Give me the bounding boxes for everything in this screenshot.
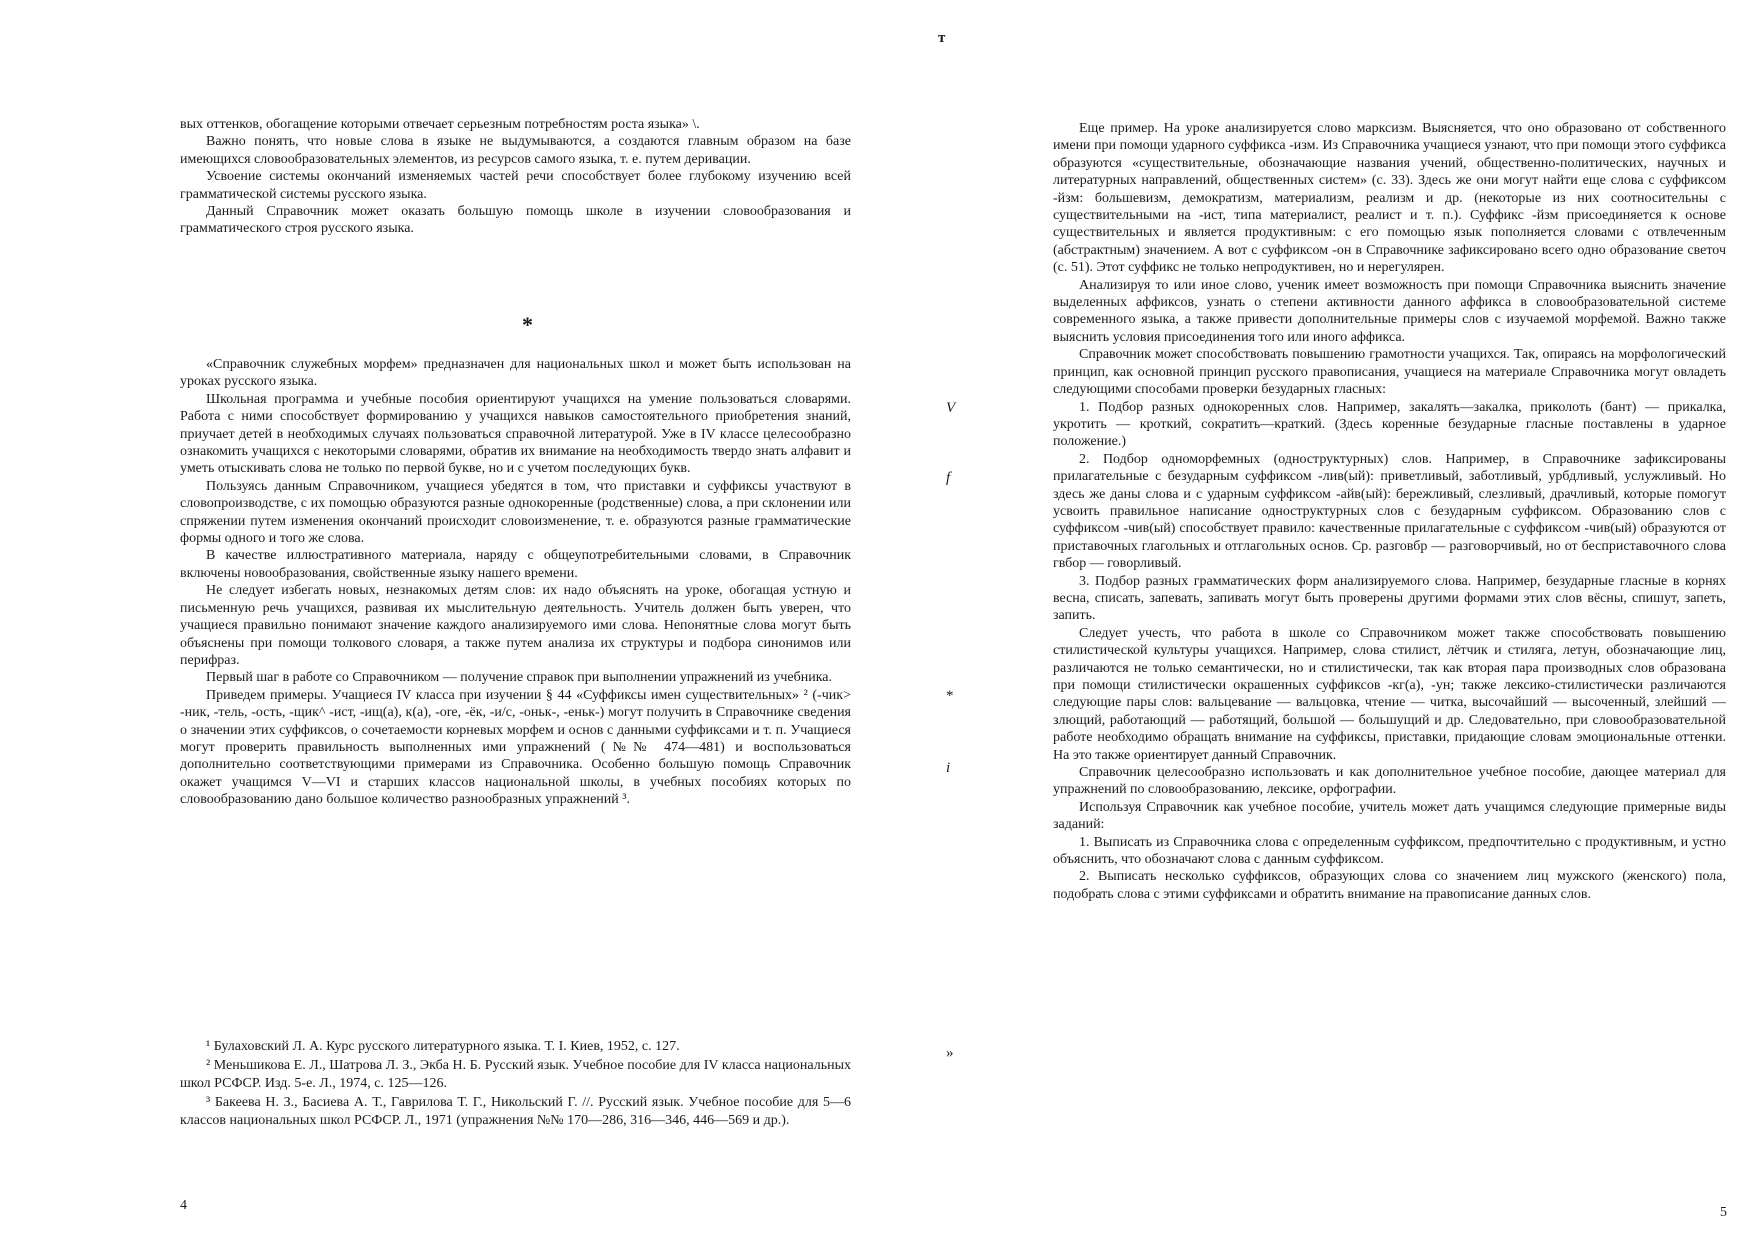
footnote: ¹ Булаховский Л. А. Курс русского литературного языка. Т. I. Киев, 1952, с. 127.: [206, 1039, 680, 1054]
footnote: ³ Бакеева Н. З., Басиева А. Т., Гаврилова Т. Г., Никольский Г. //. Русский язык. Учебное пособие для 5—6 классов национальных школ РСФСР. Л., 1971 (упражнения №№ 170—286, 316—346, 446—569 и др.).: [180, 1095, 851, 1128]
page-number-right: 5: [1720, 1205, 1727, 1220]
footnote: ² Меньшикова Е. Л., Шатрова Л. З., Экба Н. Б. Русский язык. Учебное пособие для IV класса национальных школ РСФСР. Изд. 5-е. Л., 1974, с. 125—126.: [180, 1058, 851, 1091]
paragraph: Данный Справочник может оказать большую помощь школе в изучении словообразования и грамматического строя русского языка.: [180, 204, 851, 237]
paragraph: 1. Выписать из Справочника слова с определенным суффиксом, предпочтительно с продуктивным, и устно объяснить, что обозначают слова с данным суффиксом.: [1053, 834, 1726, 868]
page-number-left: 4: [180, 1198, 187, 1213]
paragraph: Пользуясь данным Справочником, учащиеся убедятся в том, что приставки и суффиксы участвуют в словопроизводстве, с их помощью образуются разные однокоренные (родственные) слова, а при склонении или спряжении путем изменения окончаний происходит словоизменение, т. е. образуются разные грамматические формы одного и того же слова.: [180, 478, 851, 547]
paragraph: Используя Справочник как учебное пособие, учитель может дать учащимся следующие примерные виды заданий:: [1053, 799, 1726, 833]
margin-mark: »: [946, 1045, 954, 1061]
margin-mark: V: [946, 400, 956, 416]
paragraph: Первый шаг в работе со Справочником — получение справок при выполнении упражнений из учебника.: [206, 670, 832, 686]
footnotes: [180, 1038, 851, 1131]
paragraph: Следует учесть, что работа в школе со Справочником может также способствовать повышению стилистической культуры учащихся. Например, слова стилист, лётчик и стиляга, летун, обозначающие лиц, различаются не только семантически, но и стилистически, так как вторая пара производных слов образована при помощи стилистически окрашенных суффиксов -кг(а), -ун; также лексико-стилистически различаются следующие пары слов: вальцевание — вальцовка, чтение — читка, высочайший — высоченный, злейший — злющий, работающий — работящий, большой — большущий и др. Следовательно, при словообразовательной работе необходимо обращать внимание на суффиксы, приставки, придающие словам эмоциональные оттенки. На это также ориентирует данный Справочник.: [1053, 625, 1726, 763]
paragraph: Приведем примеры. Учащиеся IV класса при изучении § 44 «Суффиксы имен существительных» ² (-чик> -ник, -тель, -ость, -щик^ -ист, -ищ(а), к(а), -ore, -ёк, -и/с, -оньк-, -еньк-) могут получить в Справочнике сведения о значении этих суффиксов, о сочетаемости корневых морфем и основ с данными суффиксами и т. п. Учащиеся могут проверить правильность выполненных ими упражнений (№№ 474—481) и воспользоваться дополнительно соответствующими примерами из Справочника. Особенно большую помощь Справочник окажет учащимся V—VI и старших классов национальной школы, в учебных пособиях которых по словообразованию дано большое количество разнообразных упражнений ³.: [180, 687, 851, 808]
paragraph: «Справочник служебных морфем» предназначен для национальных школ и может быть использован на уроках русского языка.: [180, 357, 851, 390]
margin-mark: *: [946, 688, 954, 704]
paragraph: вых оттенков, обогащение которыми отвечает серьезным потребностям роста языка» \.: [180, 117, 700, 132]
right-body-text: [1053, 120, 1726, 903]
paragraph: Еще пример. На уроке анализируется слово марксизм. Выясняется, что оно образовано от собственного имени при помощи ударного суффикса -изм. Из Справочника учащиеся узнают, что при помощи этого суффикса образуются «существительные, обозначающие названия учений, общественно-политических, научных и литературных направлений, общественных систем» (с. 33). Здесь же они могут найти еще слова с суффиксом -йзм: большевизм, демократизм, материализм, реализм и др. (некоторые из них соотносительны с существительными на -ист, типа материалист, реалист и т. п.). Суффикс -йзм присоединяется к основе существительных и является продуктивным: с его помощью язык пополняется словами с отвлеченным (абстрактным) значением. А вот с суффиксом -он в Справочнике зафиксировано всего одно образование светоч (с. 51). Этот суффикс не только непродуктивен, но и нерегулярен.: [1053, 121, 1726, 276]
paragraph: 1. Подбор разных однокоренных слов. Например, закалять—закалка, приколоть (бант) — прикалка, укротить — кроткий, сократить—краткий. (Здесь коренные безударные гласные поставлены в ударное положение.): [1053, 399, 1726, 450]
paragraph: Усвоение системы окончаний изменяемых частей речи способствует более глубокому изучению всей грамматической системы русского языка.: [180, 169, 851, 202]
margin-mark: f: [946, 470, 951, 486]
left-intro-text: [180, 116, 851, 238]
paragraph: 2. Подбор одноморфемных (одноструктурных) слов. Например, в Справочнике зафиксированы прилагательные с безударным суффиксом -лив(ый): приветливый, заботливый, урбдливый, услужливый. Но здесь же даны слова и с ударным суффиксом -айв(ый): бережливый, слезливый, драчливый, которые помогут усвоить правильное написание одноструктурных слов с безударным суффиксом. Образованию слов с суффиксом -чив(ый) способствует правило: качественные прилагательные с суффиксом -чив(ый) образуются от приставочных глагольных и отглагольных основ. Ср. разговбр — разговорчивый, но от бесприставочного слова гвбор — говорливый.: [1053, 451, 1726, 572]
top-mark: т: [938, 30, 946, 46]
section-separator: *: [522, 312, 533, 337]
paragraph: Анализируя то или иное слово, ученик имеет возможность при помощи Справочника выяснить значение выделенных аффиксов, узнать о степени активности данного аффикса в словообразовательной системе современного языка, а также привести дополнительные примеры слов с изучаемой морфемой. Важно также выяснить условия присоединения того или иного аффикса.: [1053, 277, 1726, 345]
paragraph: В качестве иллюстративного материала, наряду с общеупотребительными словами, в Справочник включены новообразования, свойственные языку нашего времени.: [180, 548, 851, 581]
left-body-text: [180, 356, 851, 809]
paragraph: Не следует избегать новых, незнакомых детям слов: их надо объяснять на уроке, обогащая устную и письменную речь учащихся, развивая их мыслительную деятельность. Учитель должен быть уверен, что учащиеся правильно понимают значение каждого анализируемого ими слова. Непонятные слова могут быть объяснены при помощи толкового словаря, а также путем анализа их структуры и подбора синонимов или перифраз.: [180, 583, 851, 668]
paragraph: Справочник целесообразно использовать и как дополнительное учебное пособие, дающее материал для упражнений по словообразованию, лексике, орфографии.: [1053, 765, 1726, 798]
paragraph: Справочник может способствовать повышению грамотности учащихся. Так, опираясь на морфологический принцип, как основной принцип русского правописания, учащиеся на материале Справочника могут овладеть следующими способами проверки безударных гласных:: [1053, 347, 1726, 398]
right-page: [877, 0, 1754, 1241]
paragraph: 2. Выписать несколько суффиксов, образующих слова со значением лиц мужского (женского) пола, подобрать слова с этими суффиксами и обратить внимание на правописание данных слов.: [1053, 869, 1726, 902]
paragraph: 3. Подбор разных грамматических форм анализируемого слова. Например, безударные гласные в корнях весна, списать, запевать, запивать могут быть проверены другими формами этих слов вёсны, спишут, запеть, запить.: [1053, 573, 1726, 624]
paragraph: Школьная программа и учебные пособия ориентируют учащихся на умение пользоваться словарями. Работа с ними способствует формированию у учащихся навыков самостоятельного приобретения знаний, приучает детей в необходимых случаях пользоваться справочной литературой. Уже в IV классе целесообразно ознакомить учащихся с некоторыми словарями, обратив их внимание на необходимость твердо знать алфавит и уметь отыскивать слова не только по первой букве, но и с учетом последующих букв.: [180, 391, 851, 477]
paragraph: Важно понять, что новые слова в языке не выдумываются, а создаются главным образом на базе имеющихся словообразовательных элементов, из ресурсов самого языка, т. е. путем деривации.: [180, 134, 851, 167]
margin-mark: i: [946, 760, 951, 776]
